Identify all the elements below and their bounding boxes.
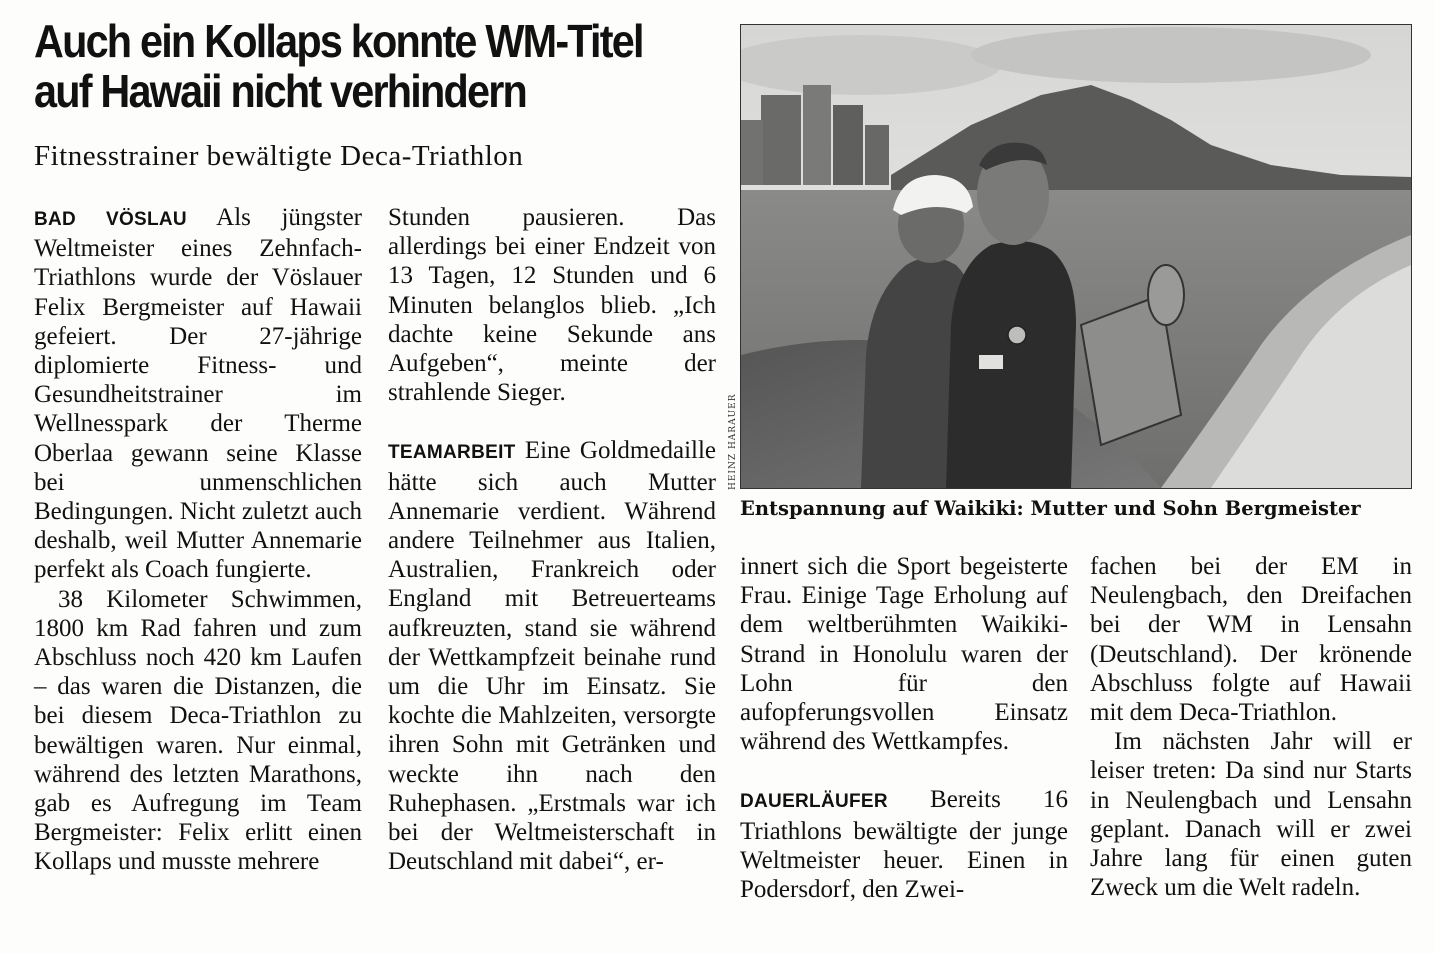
photo-credit: HEINZ HARAUER: [728, 393, 738, 490]
text-column-3: [740, 552, 1068, 904]
rubric-teamarbeit: TEAMARBEIT: [388, 442, 516, 464]
paragraph-pause: Stunden pausieren. Das allerdings bei einer Endzeit von 13 Tagen, 12 Stunden und 6 Minuten belanglos blieb. „Ich dachte keine Sekunde ans Aufgeben“, meinte der strahlende Sieger.: [388, 204, 716, 407]
article-subheadline: Fitnesstrainer bewältigte Deca-Triathlon: [34, 140, 524, 172]
text-column-4: [1090, 552, 1412, 902]
paragraph-distances: 38 Kilometer Schwimmen, 1800 km Rad fahren und zum Abschluss noch 420 km Laufen – das waren die Distanzen, die bei diesem Deca-Triathlon zu bewältigen waren. Nur einmal, während des letzten Marathons, gab es Aufregung im Team Bergmeister: Felix erlitt einen Kollaps und musste mehrere: [34, 585, 362, 876]
beach-photo-illustration: [741, 25, 1411, 488]
paragraph-dauerlaeufer: [740, 785, 1068, 904]
paragraph-erholung: innert sich die Sport begeisterte Frau. Einige Tage Erholung auf dem weltberühmten Waikiki-Strand in Honolulu waren der Lohn für den aufopferungsvollen Einsatz während des Wettkampfes.: [740, 553, 1068, 756]
headline-line-2: auf Hawaii nicht verhindern: [34, 65, 527, 117]
photo-caption: Entspannung auf Waikiki: Mutter und Sohn Bergmeister: [740, 497, 1361, 520]
paragraph-teamarbeit: [388, 436, 716, 876]
paragraph-bad-voeslau: [34, 203, 362, 585]
paragraph-text: Als jüngster Weltmeister eines Zehnfach-Triathlons wurde der Vöslauer Felix Bergmeister auf Hawaii gefeiert. Der 27-jährige diplomierte Fitness- und Gesundheitstrainer im Wellnesspark der Therme Oberlaa gewann seine Klasse bei unmenschlichen Bedingungen. Nicht zuletzt auch deshalb, weil Mutter Annemarie perfekt als Coach fungierte.: [34, 204, 363, 584]
paragraph-titles: fachen bei der EM in Neulengbach, den Dreifachen bei der WM in Lensahn (Deutschland). Der krönende Abschluss folgte auf Hawaii mit dem Deca-Triathlon.: [1090, 553, 1412, 727]
paragraph-next-year: Im nächsten Jahr will er leiser treten: Da sind nur Starts in Neulengbach und Lensahn geplant. Danach will er zwei Jahre lang für einen guten Zweck um die Welt radeln.: [1090, 728, 1412, 902]
rubric-dauerlaeufer: DAUERLÄUFER: [740, 791, 888, 813]
article-headline: [34, 16, 664, 116]
rubric-bad-voeslau: BAD VÖSLAU: [34, 209, 187, 230]
headline-line-1: Auch ein Kollaps konnte WM-Titel: [34, 15, 643, 67]
paragraph-text: Bereits 16 Triathlons bewältigte der junge Weltmeister heuer. Einen in Podersdorf, den Zwei-: [740, 786, 1068, 904]
text-column-1: [34, 203, 362, 877]
article-photo: [740, 24, 1412, 489]
text-column-2: [388, 203, 716, 876]
paragraph-text: Eine Goldmedaille hätte sich auch Mutter Annemarie verdient. Während andere Teilnehmer aus Italien, Australien, Frankreich oder England mit Betreuerteams aufkreuzten, stand sie während der Wettkampfzeit beinahe rund um die Uhr im Einsatz. Sie kochte die Mahlzeiten, versorgte ihren Sohn mit Getränken und weckte ihn nach den Ruhephasen. „Erstmals war ich bei der Weltmeisterschaft in Deutschland mit dabei“, er-: [388, 437, 717, 876]
